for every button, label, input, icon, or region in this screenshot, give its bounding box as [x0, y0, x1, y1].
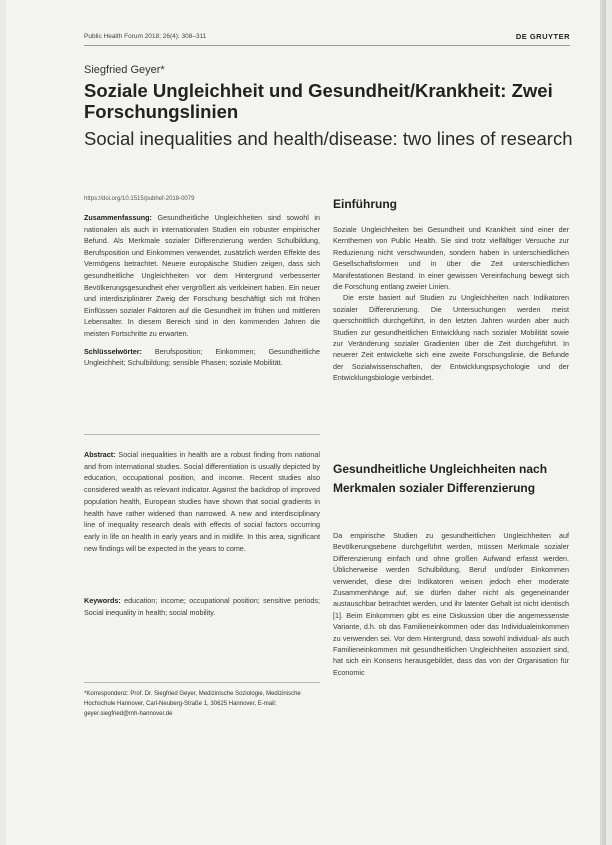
publisher-logo: DE GRUYTER [515, 32, 570, 41]
abstract-english [84, 449, 320, 554]
title-german: Soziale Ungleichheit und Gesundheit/Krankheit: Zwei Forschungslinien [84, 80, 553, 122]
heading-section: Gesundheitliche Ungleichheiten nach Merkmalen sozialer Differenzierung [333, 462, 548, 495]
abstract-german [84, 212, 320, 340]
keywords-english-text: education; income; occupational position; sensitive periods; Social inequality in health; social mobility. [84, 596, 320, 617]
keywords-english [84, 595, 320, 618]
keywords-english-label: Keywords: [84, 596, 121, 605]
abstract-german-label: Zusammenfassung: [84, 213, 152, 222]
page-shadow-edge [600, 0, 606, 845]
author-name: Siegfried Geyer* [84, 64, 165, 76]
section-body [333, 530, 569, 678]
section-paragraph-1: Da empirische Studien zu gesundheitlichen Ungleichheiten auf Bevölkerungsebene durchgeführt werden, müssen Merkmale sozialer Differenzierung einfach und ohne großen Aufwand erfasst werden. Üblicherweise werden Schulbildung, Beruf und/oder Einkommen verwendet, diese drei Indikatoren weisen jedoch eher moderate Zusammenhänge auf, sie dürfen daher nicht als gegeneinander austauschbar betrachtet werden, und ihr latenter Gehalt ist nicht identisch [1]. Beim Einkommen gibt es eine Diskussion über die angemessenste Variante, d.h. ob das Familieneinkommen oder das Individualeinkommen zu verwenden sei. Vor dem Hintergrund, dass sowohl individual- als auch Familieneinkommen mit gesundheitlichen Ungleichheiten assoziiert sind, hat sich ein Konsens herausgebildet, dass das von der Organisation für Economic [333, 531, 569, 677]
header-rule [84, 45, 570, 46]
footnote-rule [84, 682, 320, 683]
keywords-german-text: Berufsposition; Einkommen; Gesundheitliche Ungleichheit; Schulbildung; sensible Phasen; soziale Mobilität. [84, 346, 320, 368]
intro-paragraph-2: Die erste basiert auf Studien zu Ungleichheiten nach Indikatoren sozialer Differenzierung. Die Untersuchungen werden meist querschnittlich durchgeführt, in den letzten Jahren wurden aber auch Studien zur gesundheitlichen Entwicklung nach sozialer Mobilität sowie zur Veränderung sozialer Gradienten über die Zeit durchgeführt. In neuerer Zeit entwickelte sich eine zweite Forschungslinie, die Befunde der Sozialwissenschaften, der Entwicklungspsychologie und der Entwicklungsbiologie verbindet. [333, 293, 569, 383]
journal-citation: Public Health Forum 2018; 26(4): 308–311 [84, 33, 207, 40]
doi-link[interactable]: https://doi.org/10.1515/pubhef-2018-0079 [84, 196, 195, 202]
abstract-german-text: Gesundheitliche Ungleichheiten sind sowohl in nationalen als auch in internationalen Studien ein robuster empirischer Befund. Als Merkmale sozialer Differenzierung werden Schulbildung, Berufsposition und Einkommen verwendet, zusätzlich werden Effekte des Vermögens betrachtet. Neuere europäische Studien zeigen, dass sich gesundheitliche Ungleichheiten vor dem Hintergrund verbesserter Bevölkerungsgesundheit eher vergrößert als verkleinert haben. Ein neuer und interdisziplinärer Zweig der Forschung beschäftigt sich mit frühen Einflüssen sozialer Faktoren auf die Gesundheit im frühen und mittleren Lebensalter. In diesem Bereich sind in den kommenden Jahren die meisten Fortschritte zu erwarten. [84, 213, 320, 338]
title-english: Social inequalities and health/disease: two lines of research [84, 128, 573, 149]
keywords-german-label: Schlüsselwörter: [84, 346, 142, 356]
heading-introduction: Einführung [333, 197, 397, 211]
correspondence-footnote: *Korrespondenz: Prof. Dr. Siegfried Geyer, Medizinische Soziologie, Medizinische Hochschule Hannover, Carl-Neuberg-Straße 1, 30625 Hannover, E-mail: geyer.siegfried@mh-hannover.de [84, 691, 301, 717]
abstract-english-label: Abstract: [84, 450, 116, 459]
keywords-german [84, 346, 320, 369]
divider-line [84, 434, 320, 435]
abstract-german-block [84, 212, 320, 369]
intro-paragraph-1: Soziale Ungleichheiten bei Gesundheit und Krankheit sind einer der Kernthemen von Public Health. Sie sind trotz vielfältiger Versuche zur Reduzierung nicht verschwunden, sondern haben in unterschiedlichen Gesellschaftsformen und in über die Zeit unterschiedlichen Manifestationen Bestand. In einer gewissen Vereinfachung bewegt sich die Forschung entlang zweier Linien. [333, 225, 569, 292]
abstract-english-text: Social inequalities in health are a robust finding from national and from international studies. Social differentiation is usually depicted by education, occupational position, and income. Recent studies also considered wealth as relevant indicator. Against the backdrop of improved population health, European studies have shown that social gradients in health have rather widened than narrowed. A new and interdisciplinary line of inequality research deals with effects of social factors occurring early in life on health in early years and in midlife. In this area, significant new findings will be expected in the years to come. [84, 450, 320, 553]
introduction-body [333, 224, 569, 384]
